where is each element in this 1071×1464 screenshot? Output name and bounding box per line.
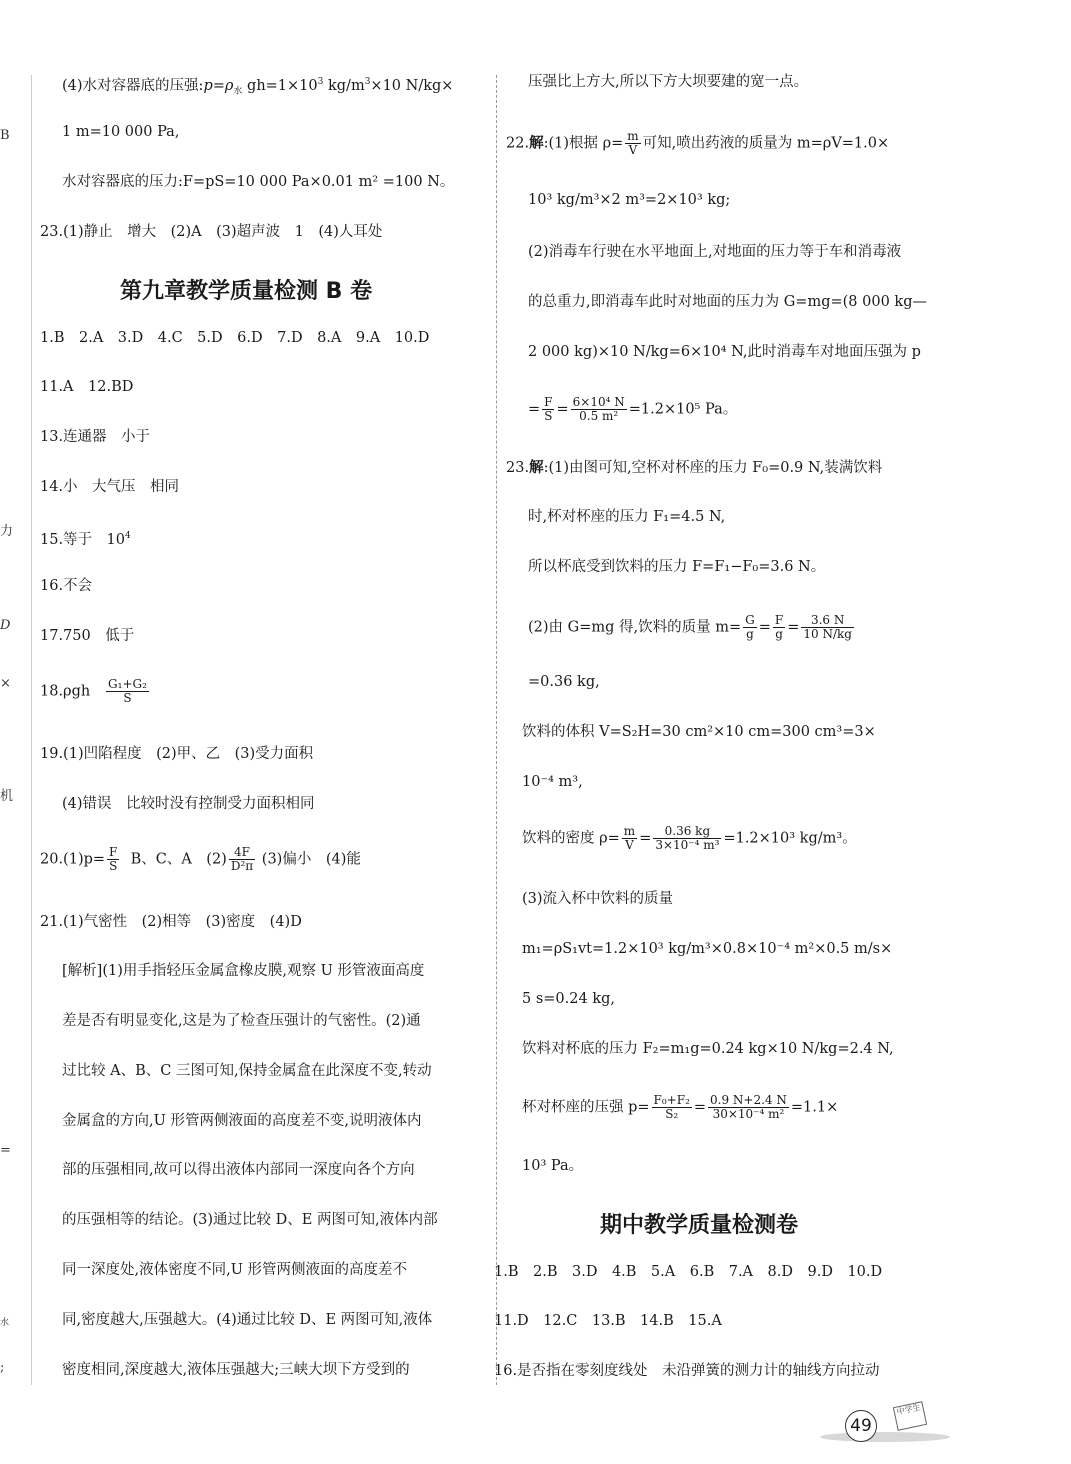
answer-line: 10⁻⁴ m³, [522,774,583,790]
answer-line: 1.B 2.A 3.D 4.C 5.D 6.D 7.D 8.A 9.A 10.D [40,330,430,346]
answer-line: 杯对杯座的压强 p= $\frac{\text{F₀+F₂}}{\text{S₂}}$ = $\frac{0.9 N+2.4 N}{\text{30×10⁻⁴ m²}}$ =1.1× [522,1093,839,1121]
page-number: 49 [845,1410,877,1442]
answer-line: 饮料的体积 V=S₂H=30 cm²×10 cm=300 cm³=3× [522,724,876,740]
answer-line: m₁=ρS₁vt=1.2×10³ kg/m³×0.8×10⁻⁴ m²×0.5 m/s× [522,941,893,957]
footer-decoration [820,1432,950,1442]
left-margin-rule [31,75,32,1385]
fraction: $\frac{3.6 N}{10 N/kg}$ [803,613,852,641]
fraction: $\frac{F}{S}$ [544,395,553,423]
edge-fragment: = [0,1143,11,1158]
answer-line: 5 s=0.24 kg, [522,991,615,1007]
sign-icon: 中学生 [893,1401,927,1431]
answer-line: 13.连通器 小于 [40,429,151,445]
analysis-line: 部的压强相同,故可以得出液体内部同一深度向各个方向 [62,1162,415,1178]
answer-line: 压强比上方大,所以下方大坝要建的宽一点。 [528,74,809,90]
answer-line: 1.B 2.B 3.D 4.B 5.A 6.B 7.A 8.D 9.D 10.D [494,1264,883,1280]
edge-fragment: 机 [0,789,14,804]
answer-line: = $\frac{F}{S}$ = $\frac{\text{6×10⁴ N}}{\text{0.5 m²}}$ =1.2×10⁵ Pa。 [528,395,738,423]
fraction: $\frac{\text{G₁+G₂}}{S}$ [108,677,147,705]
answer-line: (2)由 G=mg 得,饮料的质量 m= $\frac{G}{g}$ = $\frac{F}{g}$ = $\frac{3.6 N}{10 N/kg}$ [528,613,852,641]
answer-line: 14.小 大气压 相同 [40,479,180,495]
answer-line: 2 000 kg)×10 N/kg=6×10⁴ N,此时消毒车对地面压强为 p [528,344,921,360]
answer-line: (4)错误 比较时没有控制受力面积相同 [62,796,315,812]
fraction: $\frac{F}{g}$ [774,613,784,641]
answer-line: 16.是否指在零刻度线处 未沿弹簧的测力计的轴线方向拉动 [494,1363,880,1379]
analysis-line: 同一深度处,液体密度不同,U 形管两侧液面的高度差不 [62,1262,408,1278]
answer-line: 15.等于 $10^4$ [40,531,131,548]
analysis-line: 差是否有明显变化,这是为了检查压强计的气密性。(2)通 [62,1013,421,1029]
answer-line: 17.750 低于 [40,628,135,644]
edge-fragment: 力 [0,524,14,539]
answer-line: 22.解:(1)根据 ρ= $\frac{m}{V}$ 可知,喷出药液的质量为 m=ρV=1.0× [506,129,890,157]
edge-fragment: 水 [0,1318,10,1328]
answer-line: 的总重力,即消毒车此时对地面的压力为 G=mg=(8 000 kg— [528,294,927,310]
answer-line: 23.解:(1)由图可知,空杯对杯座的压力 F₀=0.9 N,装满饮料 [506,459,883,476]
answer-line: 所以杯底受到饮料的压力 F=F₁−F₀=3.6 N。 [528,559,826,575]
answer-line: 16.不会 [40,578,93,594]
fraction: $\frac{\text{6×10⁴ N}}{\text{0.5 m²}}$ [572,395,625,423]
edge-fragment: × [0,676,11,691]
answer-line: 1 m=10 000 Pa, [62,124,180,140]
fraction: $\frac{G}{g}$ [745,613,755,641]
answer-line: =0.36 kg, [528,674,600,690]
answer-line: (3)流入杯中饮料的质量 [522,891,674,907]
fraction: $\frac{F}{S}$ [109,845,118,873]
analysis-line: 的压强相等的结论。(3)通过比较 D、E 两图可知,液体内部 [62,1212,438,1228]
answer-line: 19.(1)凹陷程度 (2)甲、乙 (3)受力面积 [40,746,314,762]
analysis-line: 同,密度越大,压强越大。(4)通过比较 D、E 两图可知,液体 [62,1312,433,1328]
fraction: $\frac{4F}{\text{D²π}}$ [230,845,254,873]
fraction: $\frac{m}{V}$ [623,824,636,852]
fraction: $\frac{m}{V}$ [627,129,639,157]
answer-line: 10³ kg/m³×2 m³=2×10³ kg; [528,192,731,208]
edge-fragment: ; [0,1360,5,1375]
answer-line: 11.D 12.C 13.B 14.B 15.A [494,1313,722,1329]
section-heading: 第九章教学质量检测 B 卷 [120,279,373,304]
answer-line: 饮料对杯底的压力 F₂=m₁g=0.24 kg×10 N/kg=2.4 N, [522,1041,894,1057]
answer-line: 10³ Pa。 [522,1158,584,1174]
answer-line: 水对容器底的压力:F=pS=10 000 Pa×0.01 m² =100 N。 [62,174,455,190]
fraction: $\frac{0.9 N+2.4 N}{\text{30×10⁻⁴ m²}}$ [710,1093,787,1121]
answer-line: 11.A 12.BD [40,379,134,395]
analysis-line: [解析](1)用手指轻压金属盒橡皮膜,观察 U 形管液面高度 [62,963,425,979]
analysis-line: 密度相同,深度越大,液体压强越大;三峡大坝下方受到的 [62,1362,410,1378]
analysis-line: 金属盒的方向,U 形管两侧液面的高度差不变,说明液体内 [62,1113,422,1129]
fraction: $\frac{0.36 kg}{\text{3×10⁻⁴ m³}}$ [655,824,720,852]
section-heading: 期中教学质量检测卷 [600,1213,799,1238]
analysis-line: 过比较 A、B、C 三图可知,保持金属盒在此深度不变,转动 [62,1063,432,1079]
edge-fragment: B [0,128,10,143]
answer-line: (4)水对容器底的压强$:p=\rho_水$ $gh=1\times 10^3$ $kg/m^3\times 10$ N/kg× [62,77,454,97]
answer-line: 18.ρgh $\frac{\text{G₁+G₂}}{S}$ [40,677,147,705]
edge-fragment: D [0,618,11,633]
answer-line: 饮料的密度 ρ= $\frac{m}{V}$ = $\frac{0.36 kg}{\text{3×10⁻⁴ m³}}$ =1.2×10³ kg/m³。 [522,824,857,852]
column-divider [496,75,497,1385]
answer-line: 21.(1)气密性 (2)相等 (3)密度 (4)D [40,914,302,930]
fraction: $\frac{\text{F₀+F₂}}{\text{S₂}}$ [653,1093,690,1121]
answer-line: 时,杯对杯座的压力 F₁=4.5 N, [528,509,726,525]
answer-line: 23.(1)静止 增大 (2)A (3)超声波 1 (4)人耳处 [40,224,383,240]
answer-line: 20.(1)p= $\frac{F}{S}$ B、C、A (2) $\frac{4F}{\text{D²π}}$ (3)偏小 (4)能 [40,845,361,873]
answer-line: (2)消毒车行驶在水平地面上,对地面的压力等于车和消毒液 [528,244,902,260]
